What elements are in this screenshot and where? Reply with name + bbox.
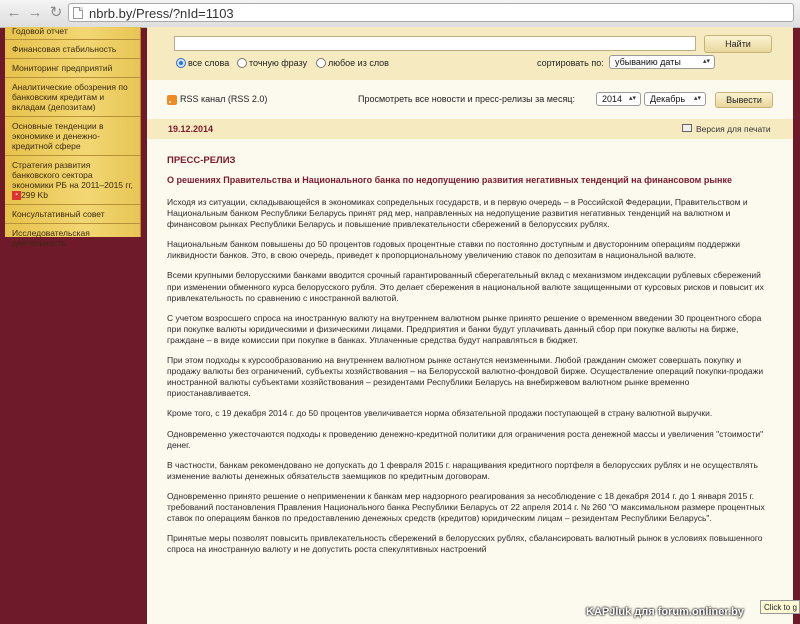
sort-label: сортировать по: (537, 58, 604, 68)
article-paragraph: Национальным банком повышены до 50 процентов годовых процентные ставки по постоянно доступным и двусторонним операциям поддержки ликвидности банков. Это, в свою очередь, приведет к пропорциональному увеличению ставок по депозитам в национальной валюте. (167, 239, 740, 261)
sidebar-item-label: Исследовательская деятельность (12, 228, 90, 249)
article-paragraph: При этом подходы к курсообразованию на внутреннем валютном рынке останутся неизменными. Любой гражданин сможет совершать покупку и продажу валюты без ограничений, субъекты хозяйствования – на Белорусской валютно-фондовой бирже. Осуществление операций покупки-продажи иностранной валюты субъектами хозяйствования – резидентами Республики Беларусь на внебиржевом валютном рынке временно приостанавливается. (167, 355, 764, 399)
radio-selected-icon[interactable] (176, 58, 186, 68)
pdf-icon[interactable]: ▪ (12, 191, 21, 200)
article-paragraph: Всеми крупными белорусскими банками вводится срочный гарантированный сберегательный вклад с механизмом индексации рублевых сбережений при изменении обменного курса белорусского рубля. Это делает сбережения в национальной валюте защищенными от курсовых рисков и повысит их привлекательность по сравнению с иностранной валютой. (167, 270, 764, 303)
main-content (147, 27, 793, 624)
radio-icon[interactable] (237, 58, 247, 68)
sidebar-item-label: Финансовая стабильность (12, 44, 117, 54)
article-paragraph: Исходя из ситуации, складывающейся в экономиках сопредельных государств, и в первую очередь – в Российской Федерации, Правительством и Национальным банком Республики Беларусь принят ряд мер, направленных на недопущение развития негативных тенденций на валютном и финансовом рынках Республики Беларусь и повышение привлекательности сбережений в белорусских рублях. (167, 197, 748, 230)
reload-icon[interactable]: ↻ (49, 4, 63, 21)
article-paragraph: Одновременно ужесточаются подходы к проведению денежно-кредитной политики для ограничения роста денежной массы и увеличения "стоимости" денег. (167, 428, 764, 450)
article-headline: О решениях Правительства и Национального банка по недопущению развития негативных тенденций на финансовом рынке (167, 175, 732, 185)
tooltip: Click to g (760, 600, 800, 614)
article-date-bar (147, 119, 793, 139)
radio-icon[interactable] (316, 58, 326, 68)
radio-label: все слова (188, 58, 230, 68)
article-paragraph: Принятые меры позволят повысить привлекательность сбережений в белорусских рублях, сбалансировать валютный рынок в условиях повышенного спроса на иностранную валюту и не допустить роста спекулятивных настроений (167, 533, 763, 555)
rss-link[interactable]: RSS канал (RSS 2.0) (180, 94, 268, 104)
article-date: 19.12.2014 (168, 124, 214, 134)
print-version-link[interactable]: Версия для печати (696, 124, 771, 134)
sidebar-item-enterprise-monitoring[interactable] (5, 59, 140, 78)
radio-any-word[interactable] (316, 57, 389, 69)
select-value: Декабрь (650, 94, 686, 104)
page-icon (73, 7, 83, 19)
article-paragraph: Одновременно принято решение о неприменении к банкам мер надзорного реагирования за несоблюдение с 18 декабря 2014 г. до 1 января 2015 г. требований постановления Правления Национального банка Республики Беларусь от 22 апреля 2014 г. № 260 "О максимальном размере процентных ставок по операциям банков по предоставлению денежных средств (кредитов) юридическим лицам – резидентам Республики Беларусь". (167, 490, 765, 524)
sidebar-item-label: Аналитические обозрения по банковским кредитам и вкладам (депозитам) (12, 82, 128, 112)
radio-all-words[interactable] (176, 57, 229, 69)
rss-icon[interactable] (167, 95, 177, 105)
show-button[interactable]: Вывести (715, 92, 773, 108)
sidebar-item-advisory-council[interactable] (5, 205, 140, 224)
select-value: 2014 (602, 94, 623, 104)
sidebar-item-label: Стратегия развития банковского сектора экономики РБ на 2011–2015 гг, (12, 160, 133, 190)
sidebar-item-main-trends[interactable] (5, 117, 140, 156)
back-arrow-icon[interactable]: ← (6, 4, 22, 21)
radio-label: точную фразу (249, 58, 308, 68)
watermark: KAPJluk для forum.onliner.by (586, 606, 744, 618)
find-button[interactable]: Найти (704, 35, 772, 53)
select-value: убыванию даты (615, 57, 681, 67)
forward-arrow-icon[interactable]: → (27, 4, 43, 21)
select-arrows-icon: ▴▾ (693, 95, 701, 102)
sidebar-item-label: Консультативный совет (12, 209, 105, 220)
sidebar-item-analytical-reviews[interactable] (5, 78, 140, 117)
year-select[interactable] (596, 92, 641, 106)
search-input[interactable] (174, 36, 696, 51)
printer-icon[interactable] (682, 124, 692, 132)
sidebar-item-financial-stability[interactable] (5, 40, 140, 59)
radio-exact-phrase[interactable] (237, 57, 307, 69)
select-arrows-icon: ▴▾ (702, 58, 710, 65)
sidebar-item-annual-report[interactable] (5, 27, 140, 40)
sidebar-item-label: Мониторинг предприятий (12, 63, 113, 73)
url-text: nbrb.by/Press/?nId=1103 (89, 6, 234, 21)
sidebar-item-research[interactable] (5, 224, 140, 252)
search-panel (147, 27, 793, 80)
sidebar-item-strategy[interactable] (5, 156, 140, 205)
article-paragraph: С учетом возросшего спроса на иностранную валюту на внутреннем валютном рынке принято решение о временном введении 30 процентного сбора при покупке валюты юридическими и физическими лицами. Предприятия и банки будут уплачивать данный сбор при покупке валюты на бирже, граждане – в виде комиссии при покупке в банках. Уплаченные средства будут направляться в бюджет. (167, 312, 762, 345)
article-body (167, 155, 774, 564)
browser-toolbar (0, 0, 800, 28)
sidebar-menu (5, 27, 141, 249)
file-size: 299 Kb (21, 190, 48, 200)
article-paragraph: Кроме того, с 19 декабря 2014 г. до 50 процентов увеличивается норма обязательной продажи поступающей в страну валютной выручки. (167, 408, 713, 419)
address-bar[interactable] (68, 3, 794, 22)
article-paragraph: В частности, банкам рекомендовано не допускать до 1 февраля 2015 г. наращивания кредитного портфеля в белорусских рублях и не осуществлять изменение валюты денежных обязательств заемщиков по кредитным договорам. (167, 459, 758, 481)
sidebar-item-label: Основные тенденции в экономике и денежно-кредитной сфере (12, 121, 104, 151)
radio-label: любое из слов (328, 58, 389, 68)
article-kicker: ПРЕСС-РЕЛИЗ (167, 155, 236, 166)
select-arrows-icon: ▴▾ (628, 95, 636, 102)
month-filter-label: Просмотреть все новости и пресс-релизы за месяц: (358, 94, 575, 104)
sort-select[interactable] (609, 55, 715, 69)
month-select[interactable] (644, 92, 706, 106)
sidebar-item-label: Годовой отчет (12, 27, 68, 36)
